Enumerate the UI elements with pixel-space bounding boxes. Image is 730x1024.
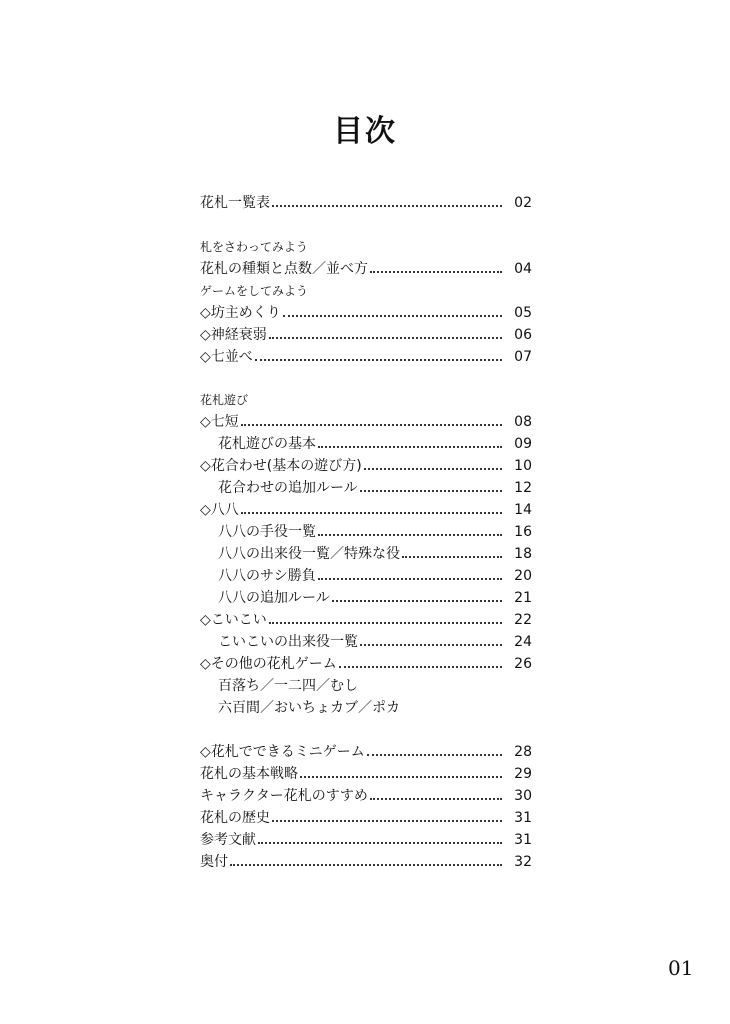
toc-entry-label: 花札の歴史 xyxy=(200,810,270,826)
toc-entry-label: ◇八八 xyxy=(200,502,239,518)
toc-section-label: ゲームをしてみよう xyxy=(200,284,309,298)
toc-section-touch-cards xyxy=(200,238,532,256)
toc-entry-label: 参考文献 xyxy=(200,832,256,848)
toc-entry-hachi-hachi[interactable] xyxy=(200,499,532,521)
toc-page-number: 16 xyxy=(514,524,532,540)
toc-entry-hanafuda-list[interactable] xyxy=(200,192,532,214)
toc-entry-label: キャラクター花札のすすめ xyxy=(200,788,368,804)
toc-page-number: 12 xyxy=(514,480,532,496)
toc-entry-label: 八八の追加ルール xyxy=(218,590,330,606)
dot-leader xyxy=(364,468,502,470)
toc-page-number: 21 xyxy=(514,590,532,606)
toc-entry-label: ◇坊主めくり xyxy=(200,305,281,321)
toc-page-number: 30 xyxy=(514,788,532,804)
toc-page-number: 06 xyxy=(514,327,532,343)
toc-entry-sashi-shobu[interactable] xyxy=(200,565,532,587)
dot-leader xyxy=(339,666,502,668)
dot-leader xyxy=(402,556,502,558)
toc-entry-colophon[interactable] xyxy=(200,851,532,873)
dot-leader xyxy=(269,622,502,624)
toc-page-number: 24 xyxy=(514,634,532,650)
toc-section-label: 札をさわってみよう xyxy=(200,240,308,254)
toc-section-label: 花札遊び xyxy=(200,393,249,407)
dot-leader xyxy=(370,271,502,273)
toc-entry-hachi-rules[interactable] xyxy=(200,587,532,609)
toc-page-number: 08 xyxy=(514,414,532,430)
toc-entry-label: 花札一覧表 xyxy=(200,195,270,211)
toc-entry-basics[interactable] xyxy=(200,433,532,455)
toc-subitem-roppyakken xyxy=(200,697,532,719)
toc-entry-label: 花合わせの追加ルール xyxy=(218,480,358,496)
dot-leader xyxy=(255,359,502,361)
toc-entry-hana-awase-rules[interactable] xyxy=(200,477,532,499)
toc-entry-mini-games[interactable] xyxy=(200,741,532,763)
toc-entry-character-hanafuda[interactable] xyxy=(200,785,532,807)
dot-leader xyxy=(258,842,502,844)
dot-leader xyxy=(230,864,502,866)
toc-entry-koi-koi[interactable] xyxy=(200,609,532,631)
dot-leader xyxy=(360,490,502,492)
toc-page-number: 18 xyxy=(514,546,532,562)
dot-leader xyxy=(318,446,502,448)
toc-entry-label: こいこいの出来役一覧 xyxy=(218,634,358,650)
dot-leader xyxy=(370,798,502,800)
page-folio-number: 01 xyxy=(668,956,694,980)
toc-page-number: 31 xyxy=(514,832,532,848)
dot-leader xyxy=(283,315,502,317)
toc-page-number: 02 xyxy=(514,195,532,211)
toc-entry-history[interactable] xyxy=(200,807,532,829)
toc-entry-bozu-mekuri[interactable] xyxy=(200,302,532,324)
toc-entry-label: 花札遊びの基本 xyxy=(218,436,316,452)
toc-entry-shinkei-suijaku[interactable] xyxy=(200,324,532,346)
toc-entry-references[interactable] xyxy=(200,829,532,851)
toc-entry-label: 百落ち／一二四／むし xyxy=(218,678,358,694)
toc-entry-label: 八八の手役一覧 xyxy=(218,524,316,540)
toc-entry-label: ◇こいこい xyxy=(200,612,267,628)
dot-leader xyxy=(318,578,502,580)
toc-entry-other-games[interactable] xyxy=(200,653,532,675)
toc-page-number: 14 xyxy=(514,502,532,518)
toc-entry-label: 六百間／おいちょカブ／ポカ xyxy=(218,700,400,716)
toc-entry-shichitan[interactable] xyxy=(200,411,532,433)
toc-entry-strategy[interactable] xyxy=(200,763,532,785)
toc-entry-label: ◇神経衰弱 xyxy=(200,327,267,343)
dot-leader xyxy=(360,644,502,646)
toc-page-number: 09 xyxy=(514,436,532,452)
toc-section-hanafuda-play xyxy=(200,391,532,409)
dot-leader xyxy=(300,776,502,778)
toc-entry-label: 八八のサシ勝負 xyxy=(218,568,316,584)
toc-page-number: 28 xyxy=(514,744,532,760)
dot-leader xyxy=(269,337,502,339)
toc-entry-teyaku-list[interactable] xyxy=(200,521,532,543)
dot-leader xyxy=(241,512,502,514)
toc-entry-label: 八八の出来役一覧／特殊な役 xyxy=(218,546,400,562)
dot-leader xyxy=(272,820,502,822)
dot-leader xyxy=(332,600,502,602)
toc-page-number: 22 xyxy=(514,612,532,628)
toc-page-number: 31 xyxy=(514,810,532,826)
toc-entry-label: ◇その他の花札ゲーム xyxy=(200,656,337,672)
toc-page-number: 10 xyxy=(514,458,532,474)
toc-page-number: 20 xyxy=(514,568,532,584)
toc-entry-koi-koi-yaku[interactable] xyxy=(200,631,532,653)
toc-entry-label: ◇花合わせ(基本の遊び方) xyxy=(200,458,362,474)
toc-entry-hana-awase[interactable] xyxy=(200,455,532,477)
toc-entry-label: ◇花札でできるミニゲーム xyxy=(200,744,365,760)
toc-entry-label: 奥付 xyxy=(200,854,228,870)
page-title: 目次 xyxy=(333,114,397,149)
dot-leader xyxy=(272,205,502,207)
toc-entry-shichi-narabe[interactable] xyxy=(200,346,532,368)
toc-entry-label: ◇七短 xyxy=(200,414,239,430)
toc-entry-types-points[interactable] xyxy=(200,258,532,280)
dot-leader xyxy=(318,534,502,536)
toc-page-number: 29 xyxy=(514,766,532,782)
dot-leader xyxy=(367,754,502,756)
toc-entry-label: 花札の種類と点数／並べ方 xyxy=(200,261,368,277)
toc-page-number: 05 xyxy=(514,305,532,321)
toc-entry-label: ◇七並べ xyxy=(200,349,253,365)
table-of-contents xyxy=(200,0,532,1024)
toc-entry-label: 花札の基本戦略 xyxy=(200,766,298,782)
toc-entry-dekiyaku-list[interactable] xyxy=(200,543,532,565)
toc-section-play-games xyxy=(200,282,532,300)
toc-subitem-hyakuochi xyxy=(200,675,532,697)
toc-page-number: 07 xyxy=(514,349,532,365)
dot-leader xyxy=(241,424,502,426)
toc-page-number: 04 xyxy=(514,261,532,277)
toc-page-number: 32 xyxy=(514,854,532,870)
toc-page-number: 26 xyxy=(514,656,532,672)
